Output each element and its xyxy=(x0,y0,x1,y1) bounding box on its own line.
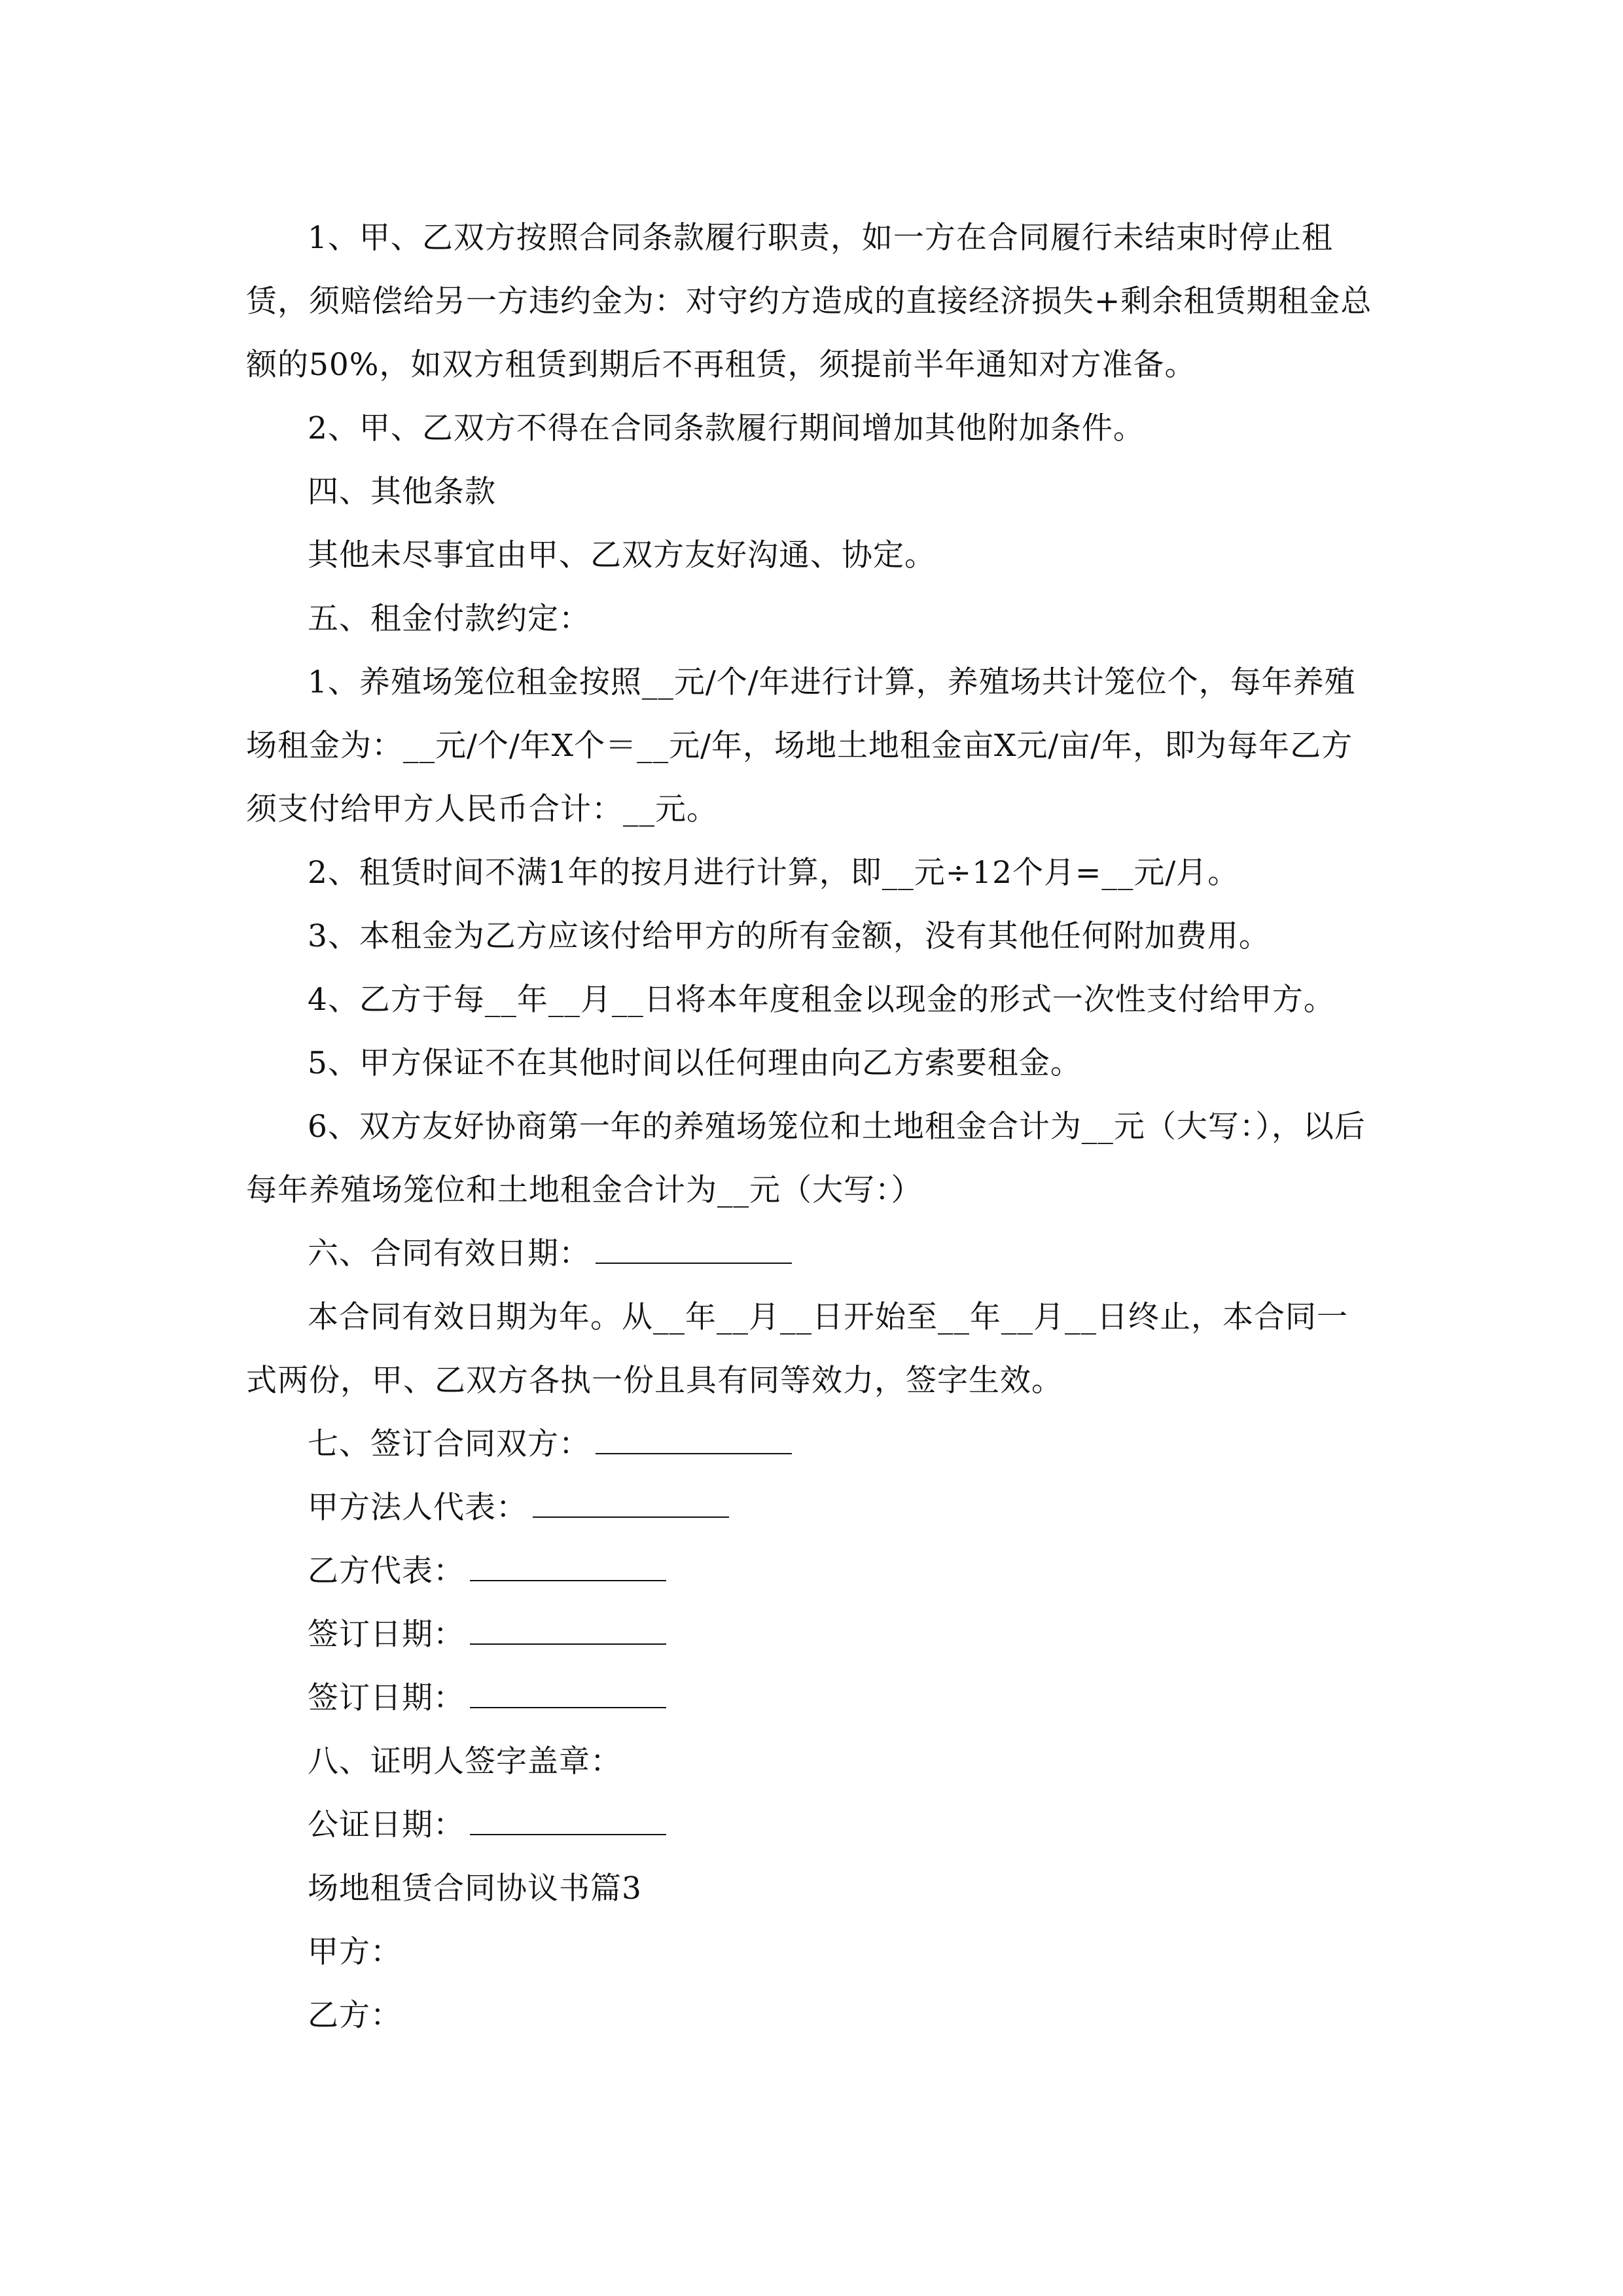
party-b-label: 乙方： xyxy=(308,1998,402,2034)
clause-paragraph: 5、甲方保证不在其他时间以任何理由向乙方索要租金。 xyxy=(308,1045,1082,1081)
clause-paragraph: 4、乙方于每__年__月__日将本年度租金以现金的形式一次性支付给甲方。 xyxy=(308,982,1335,1018)
clause-paragraph: 1、养殖场笼位租金按照__元/个/年进行计算，养殖场共计笼位个，每年养殖场租金为：__元/个/年X个＝__元/年，场地土地租金亩X元/亩/年，即为每年乙方须支付给甲方人民币合计：__元。 xyxy=(246,664,1356,827)
clause-paragraph: 2、甲、乙双方不得在合同条款履行期间增加其他附加条件。 xyxy=(308,410,1145,446)
clause-paragraph: 6、双方友好协商第一年的养殖场笼位和土地租金合计为__元（大写：），以后每年养殖场笼位和土地租金合计为__元（大写：） xyxy=(246,1109,1366,1208)
fill-in-blank xyxy=(470,1554,666,1581)
signature-label: 公证日期： xyxy=(308,1807,465,1843)
section-heading: 六、合同有效日期： xyxy=(308,1236,590,1272)
section-heading-with-blank xyxy=(246,1222,1377,1285)
clause-paragraph: 3、本租金为乙方应该付给甲方的所有金额，没有其他任何附加费用。 xyxy=(308,918,1270,954)
fill-in-blank xyxy=(596,1427,792,1454)
signature-field xyxy=(246,1603,1377,1666)
document-subtitle: 场地租赁合同协议书篇3 xyxy=(308,1871,642,1907)
signature-field xyxy=(246,1666,1377,1730)
clause-paragraph: 1、甲、乙双方按照合同条款履行职责，如一方在合同履行未结束时停止租赁，须赔偿给另一方违约金为：对守约方造成的直接经济损失+剩余租赁期租金总额的50%，如双方租赁到期后不再租赁，须提前半年通知对方准备。 xyxy=(246,220,1372,383)
signature-field xyxy=(246,1476,1377,1539)
party-a-label: 甲方： xyxy=(308,1934,402,1970)
section-heading-with-blank xyxy=(246,1412,1377,1476)
fill-in-blank xyxy=(533,1490,729,1518)
fill-in-blank xyxy=(470,1808,666,1835)
signature-label: 乙方代表： xyxy=(308,1553,465,1589)
fill-in-blank xyxy=(470,1617,666,1645)
clause-paragraph: 其他未尽事宜由甲、乙双方友好沟通、协定。 xyxy=(308,537,936,573)
fill-in-blank xyxy=(470,1681,666,1708)
signature-label: 签订日期： xyxy=(308,1617,465,1653)
section-heading: 七、签订合同双方： xyxy=(308,1426,590,1462)
section-heading: 八、证明人签字盖章： xyxy=(308,1744,622,1780)
clause-paragraph: 2、租赁时间不满1年的按月进行计算，即__元÷12个月=__元/月。 xyxy=(308,855,1240,891)
fill-in-blank xyxy=(596,1236,792,1264)
clause-paragraph: 本合同有效日期为年。从__年__月__日开始至__年__月__日终止，本合同一式两份，甲、乙双方各执一份且具有同等效力，签字生效。 xyxy=(246,1299,1348,1399)
section-heading: 五、租金付款约定： xyxy=(308,601,590,637)
signature-field xyxy=(246,1539,1377,1603)
signature-field xyxy=(246,1793,1377,1857)
section-heading: 四、其他条款 xyxy=(308,474,496,510)
signature-label: 甲方法人代表： xyxy=(308,1490,527,1526)
signature-label: 签订日期： xyxy=(308,1680,465,1716)
document-body xyxy=(246,206,1377,2047)
